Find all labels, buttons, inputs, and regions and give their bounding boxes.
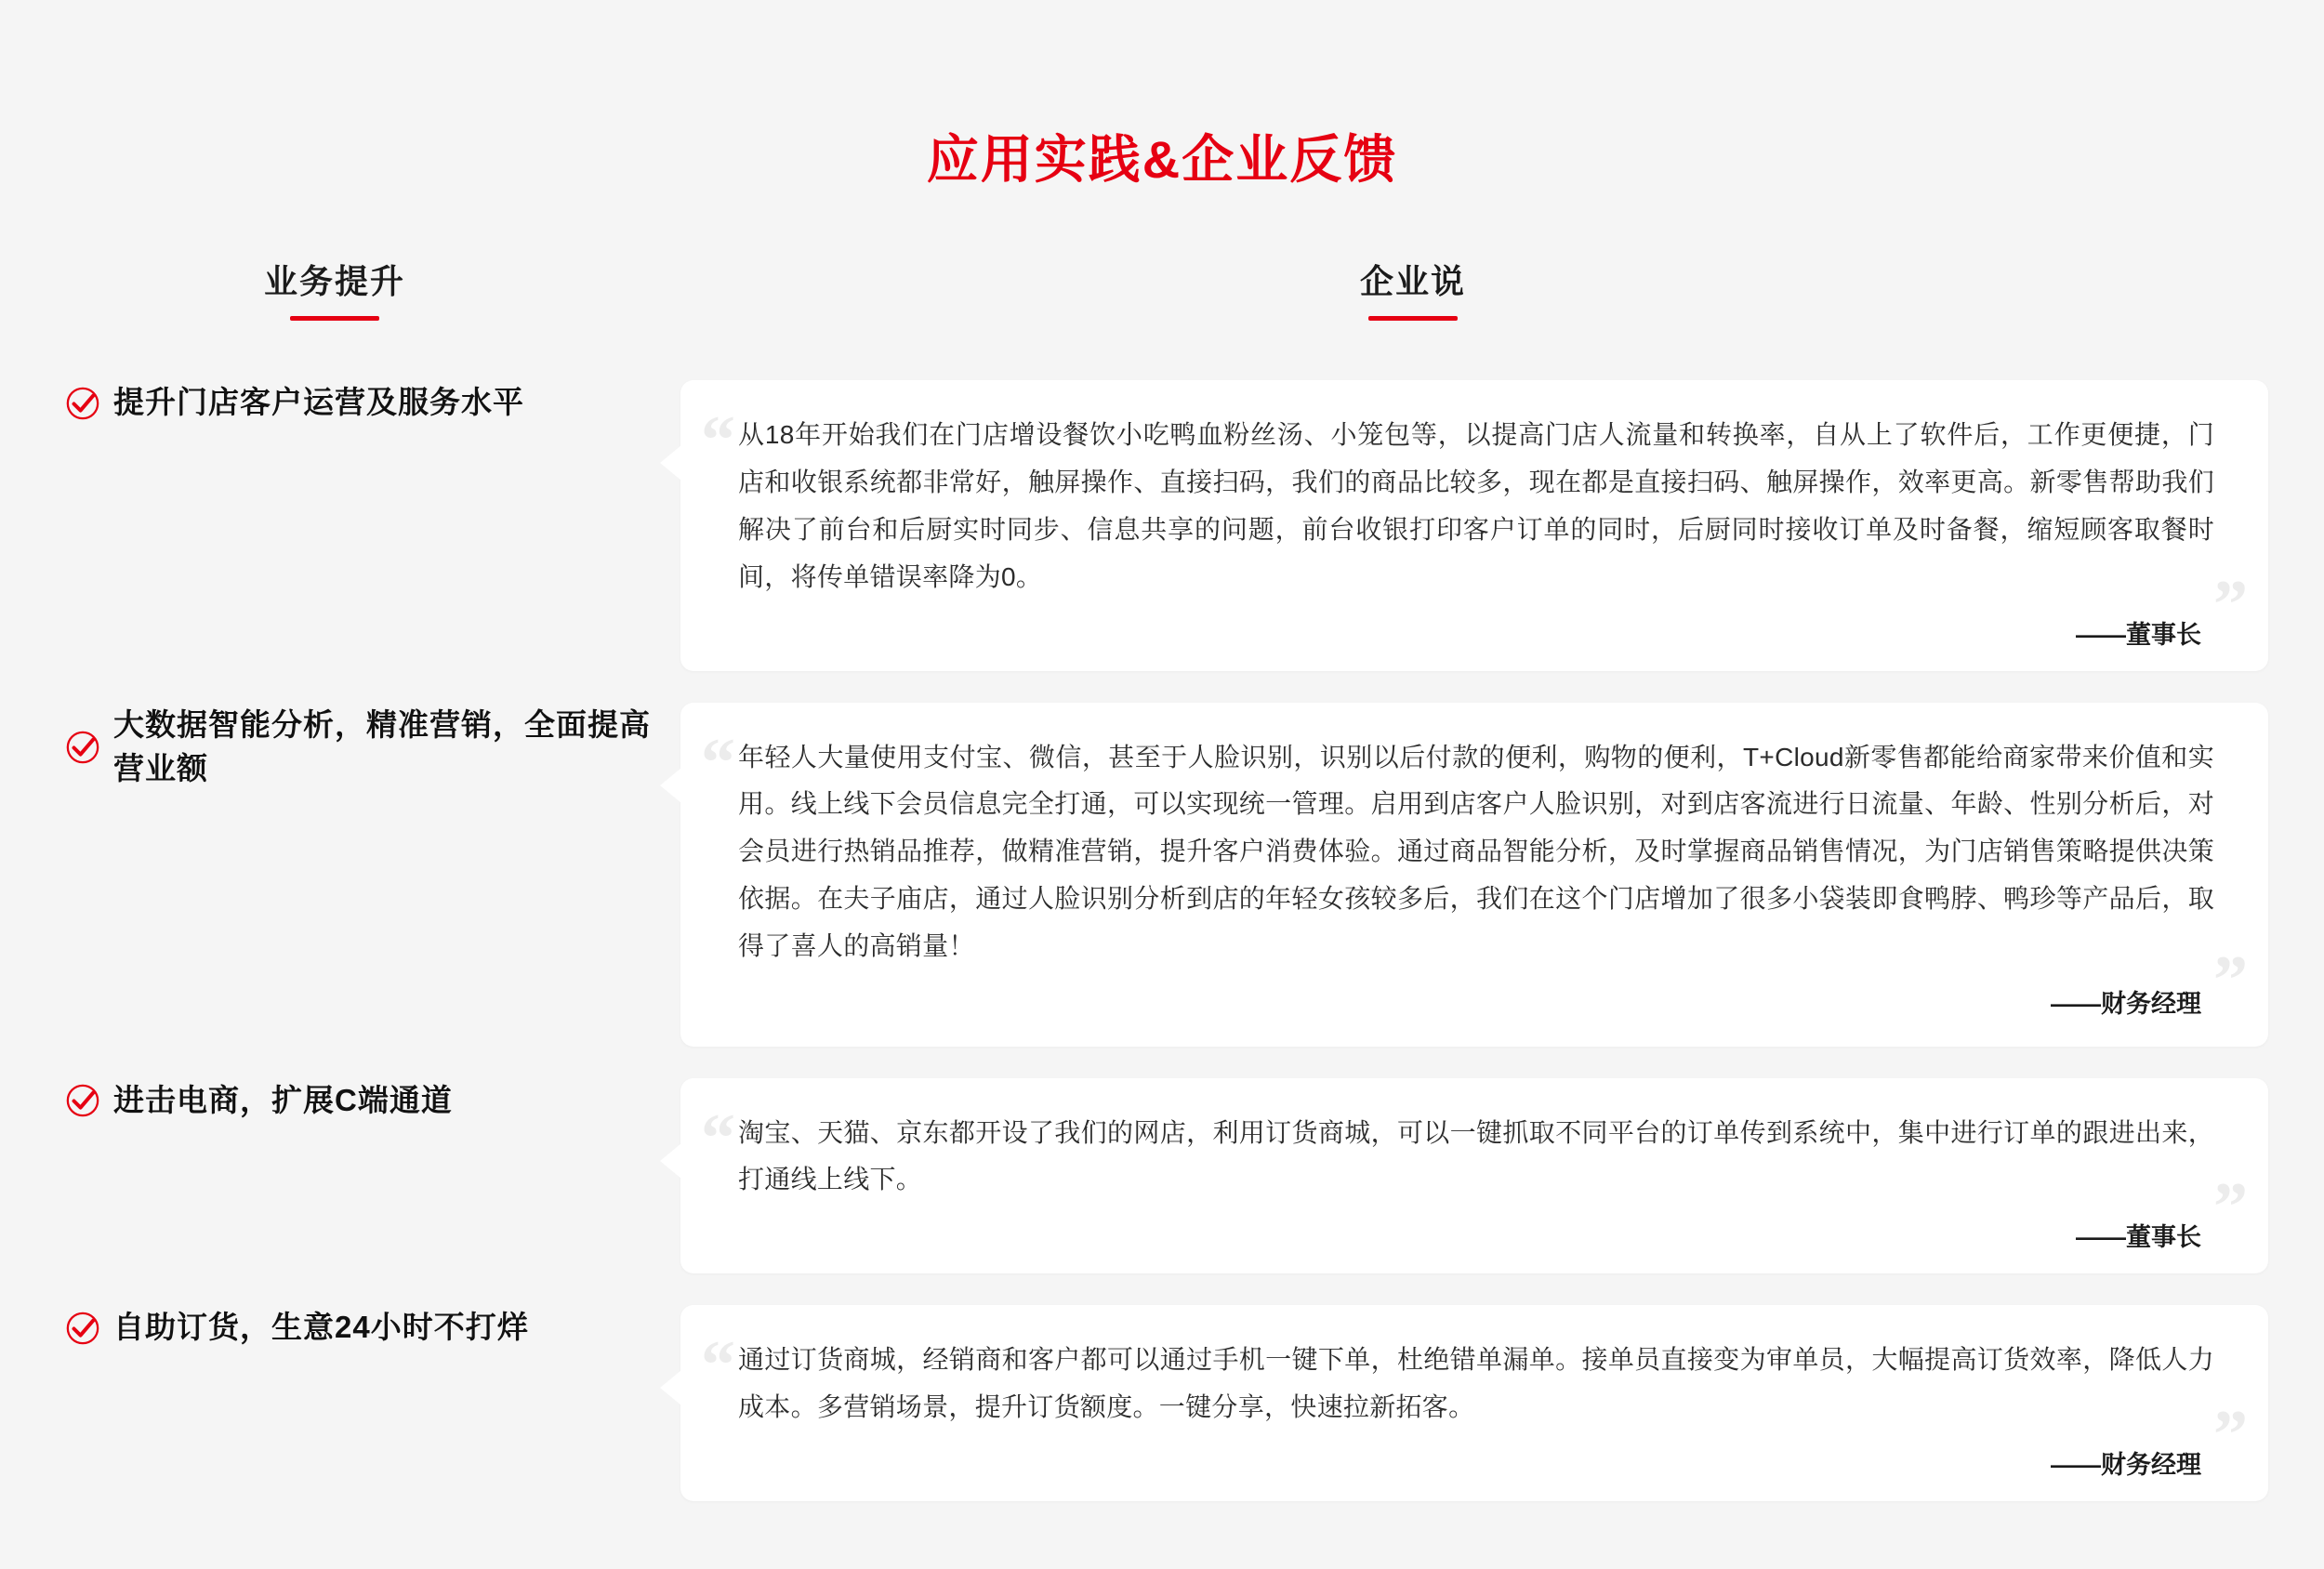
quote-close-icon: ” <box>2213 942 2248 1019</box>
benefit-item <box>56 1078 660 1123</box>
check-circle-icon <box>65 1083 100 1118</box>
feedback-row <box>56 703 2268 1047</box>
quote-author: ——财务经理 <box>2051 990 2201 1019</box>
check-circle-icon <box>65 1311 100 1346</box>
content-rows <box>0 380 2324 1502</box>
quote-text: 年轻人大量使用支付宝、微信，甚至于人脸识别，识别以后付款的便利，购物的便利，T+Cloud新零售都能给商家带来价值和实用。线上线下会员信息完全打通，可以实现统一管理。启用到店客户人脸识别，对到店客流进行日流量、年龄、性别分析后，对会员进行热销品推荐，做精准营销，提升客户消费体验。通过商品智能分析，及时掌握商品销售情况，为门店销售策略提供决策依据。在夫子庙店，通过人脸识别分析到店的年轻女孩较多后，我们在这个门店增加了很多小袋装即食鸭脖、鸭珍等产品后，取得了喜人的高销量！ <box>738 742 2214 961</box>
slide-root <box>0 35 2324 1569</box>
benefit-item <box>56 1305 660 1350</box>
quote-card-wrapper <box>680 703 2268 1047</box>
check-circle-icon <box>65 386 100 421</box>
underline-rule-left <box>290 316 379 321</box>
benefit-label: 大数据智能分析，精准营销，全面提高营业额 <box>113 706 651 786</box>
quote-card-wrapper <box>680 380 2268 671</box>
quote-close-icon: ” <box>2213 1397 2248 1474</box>
quote-text: 通过订货商城，经销商和客户都可以通过手机一键下单，杜绝错单漏单。接单员直接变为审单员，大幅提高订货效率，降低人力成本。多营销场景，提升订货额度。一键分享，快速拉新拓客。 <box>738 1345 2214 1422</box>
quote-open-icon: “ <box>701 724 735 801</box>
column-heading-right-text: 企业说 <box>1359 261 1466 300</box>
feedback-row <box>56 1305 2268 1501</box>
quote-author: ——董事长 <box>2076 620 2201 649</box>
benefit-label: 进击电商，扩展C端通道 <box>113 1082 453 1117</box>
quote-author: ——财务经理 <box>2051 1451 2201 1480</box>
page-title: 应用实践&企业反馈 <box>926 129 1398 189</box>
quote-open-icon: “ <box>701 1327 735 1404</box>
quote-card <box>680 380 2268 671</box>
quote-close-icon: ” <box>2213 566 2248 643</box>
benefit-label: 提升门店客户运营及服务水平 <box>113 384 524 419</box>
check-circle-icon <box>65 730 100 765</box>
column-heading-left <box>223 256 446 321</box>
benefit-label: 自助订货，生意24小时不打烊 <box>113 1310 529 1345</box>
column-heading-right <box>1301 256 1525 321</box>
quote-open-icon: “ <box>701 1100 735 1177</box>
quote-card <box>680 703 2268 1047</box>
benefit-item <box>56 703 660 792</box>
quote-open-icon: “ <box>701 402 735 479</box>
quote-text: 从18年开始我们在门店增设餐饮小吃鸭血粉丝汤、小笼包等，以提高门店人流量和转换率，自从上了软件后，工作更便捷，门店和收银系统都非常好，触屏操作、直接扫码，我们的商品比较多，现在都是直接扫码、触屏操作，效率更高。新零售帮助我们解决了前台和后厨实时同步、信息共享的问题，前台收银打印客户订单的同时，后厨同时接收订单及时备餐，缩短顾客取餐时间，将传单错误率降为0。 <box>738 419 2214 591</box>
quote-card <box>680 1078 2268 1274</box>
quote-close-icon: ” <box>2213 1169 2248 1246</box>
quote-author: ——董事长 <box>2076 1223 2201 1252</box>
quote-card-wrapper <box>680 1078 2268 1274</box>
column-heading-left-text: 业务提升 <box>263 261 405 300</box>
underline-rule-right <box>1368 316 1458 321</box>
quote-card-wrapper <box>680 1305 2268 1501</box>
feedback-row <box>56 380 2268 671</box>
quote-card <box>680 1305 2268 1501</box>
column-headings <box>0 256 2324 358</box>
benefit-item <box>56 380 660 425</box>
quote-text: 淘宝、天猫、京东都开设了我们的网店，利用订货商城，可以一键抓取不同平台的订单传到系统中，集中进行订单的跟进出来，打通线上线下。 <box>738 1117 2214 1194</box>
feedback-row <box>56 1078 2268 1274</box>
